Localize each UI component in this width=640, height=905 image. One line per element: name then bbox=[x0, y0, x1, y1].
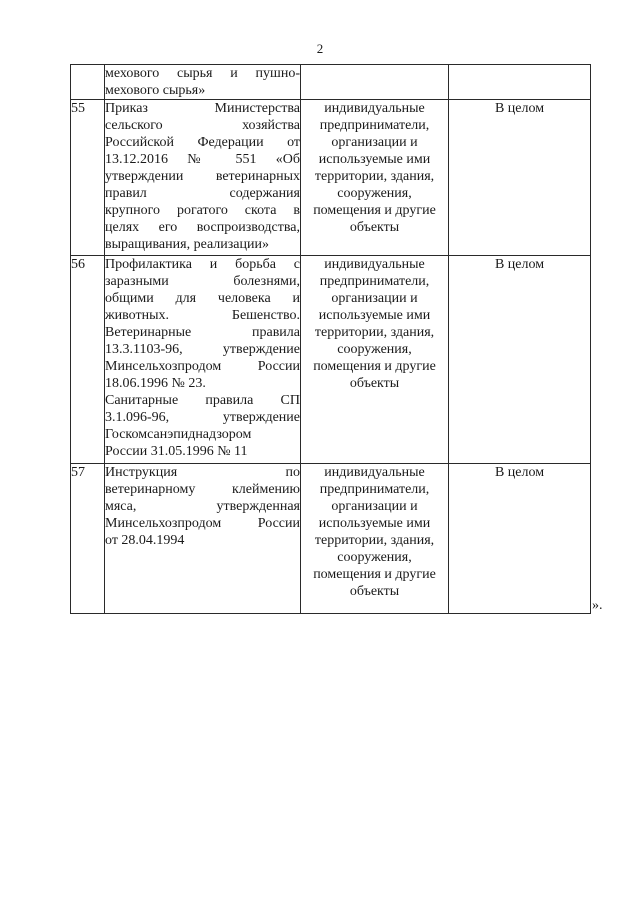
document-title-line: Приказ Министерства bbox=[105, 101, 300, 116]
subjects-line: используемые ими bbox=[318, 152, 431, 167]
scope-cell: В целом bbox=[449, 256, 591, 464]
page-number: 2 bbox=[316, 41, 324, 56]
subjects-line: индивидуальные bbox=[324, 101, 425, 116]
subjects-line: индивидуальные bbox=[324, 257, 425, 272]
subjects-line: организации и bbox=[331, 499, 418, 514]
document-title-line: целях его воспроизводства, bbox=[105, 220, 300, 235]
document-title-line: 13.12.2016 № 551 «Об bbox=[105, 152, 300, 167]
row-number: 55 bbox=[71, 100, 105, 256]
document-title-line: Минсельхозпродом России bbox=[105, 516, 300, 531]
document-title-line: Ветеринарные правила bbox=[105, 325, 300, 340]
document-title-cell bbox=[105, 256, 301, 464]
document-title-line: от 28.04.1994 bbox=[105, 533, 185, 548]
subjects-line: индивидуальные bbox=[324, 465, 425, 480]
subjects-cell bbox=[301, 100, 449, 256]
table-row bbox=[71, 464, 591, 614]
row-number bbox=[71, 65, 105, 100]
document-title-line: России 31.05.1996 № 11 bbox=[105, 444, 248, 459]
document-title-cell bbox=[105, 464, 301, 614]
document-title-line: утверждении ветеринарных bbox=[105, 169, 300, 184]
document-title-line: мехового сырья» bbox=[105, 83, 206, 98]
table-body bbox=[71, 65, 591, 614]
document-title-line: Минсельхозпродом России bbox=[105, 359, 300, 374]
document-title-line: Российской Федерации от bbox=[105, 135, 300, 150]
scope-cell: В целом bbox=[449, 100, 591, 256]
subjects-line: предприниматели, bbox=[319, 482, 430, 497]
subjects-line: объекты bbox=[349, 584, 400, 599]
document-title-line: ветеринарному клеймению bbox=[105, 482, 300, 497]
subjects-line: предприниматели, bbox=[319, 274, 430, 289]
table-row bbox=[71, 65, 591, 100]
subjects-line: используемые ими bbox=[318, 308, 431, 323]
document-title-line: животных. Бешенство. bbox=[105, 308, 300, 323]
row-number: 56 bbox=[71, 256, 105, 464]
subjects-line: территории, здания, bbox=[314, 325, 435, 340]
subjects-line: помещения и другие bbox=[313, 203, 436, 218]
subjects-line: организации и bbox=[331, 291, 418, 306]
document-title-cell bbox=[105, 65, 301, 100]
subjects-line: помещения и другие bbox=[313, 567, 436, 582]
subjects-line: помещения и другие bbox=[313, 359, 436, 374]
document-title-line: 18.06.1996 № 23. bbox=[105, 376, 206, 391]
document-title-cell bbox=[105, 100, 301, 256]
document-title-line: мехового сырья и пушно- bbox=[105, 66, 300, 81]
row-number: 57 bbox=[71, 464, 105, 614]
document-title-line: сельского хозяйства bbox=[105, 118, 300, 133]
document-title-line: Инструкция по bbox=[105, 465, 300, 480]
document-title-line: Госкомсанэпиднадзором bbox=[105, 427, 252, 442]
table-row bbox=[71, 100, 591, 256]
subjects-line: предприниматели, bbox=[319, 118, 430, 133]
closing-quote-mark: ». bbox=[592, 598, 603, 613]
document-title-line: крупного рогатого скота в bbox=[105, 203, 300, 218]
subjects-cell bbox=[301, 464, 449, 614]
subjects-line: территории, здания, bbox=[314, 169, 435, 184]
subjects-cell bbox=[301, 65, 449, 100]
scope-cell: В целом bbox=[449, 464, 591, 614]
document-title-line: заразными болезнями, bbox=[105, 274, 300, 289]
scope-cell bbox=[449, 65, 591, 100]
subjects-line: сооружения, bbox=[337, 342, 412, 357]
document-title-line: 13.3.1103-96, утверждение bbox=[105, 342, 300, 357]
subjects-line: сооружения, bbox=[337, 550, 412, 565]
document-title-line: Санитарные правила СП bbox=[105, 393, 300, 408]
document-title-line: мяса, утвержденная bbox=[105, 499, 300, 514]
subjects-cell bbox=[301, 256, 449, 464]
subjects-line: организации и bbox=[331, 135, 418, 150]
document-title-line: выращивания, реализации» bbox=[105, 237, 269, 252]
table-row bbox=[71, 256, 591, 464]
subjects-line: сооружения, bbox=[337, 186, 412, 201]
document-title-line: правил содержания bbox=[105, 186, 300, 201]
document-title-line: общими для человека и bbox=[105, 291, 300, 306]
document-table bbox=[70, 64, 591, 614]
subjects-line: объекты bbox=[349, 220, 400, 235]
subjects-line: используемые ими bbox=[318, 516, 431, 531]
subjects-line: объекты bbox=[349, 376, 400, 391]
subjects-line: территории, здания, bbox=[314, 533, 435, 548]
document-title-line: 3.1.096-96, утверждение bbox=[105, 410, 300, 425]
document-title-line: Профилактика и борьба с bbox=[105, 257, 300, 272]
